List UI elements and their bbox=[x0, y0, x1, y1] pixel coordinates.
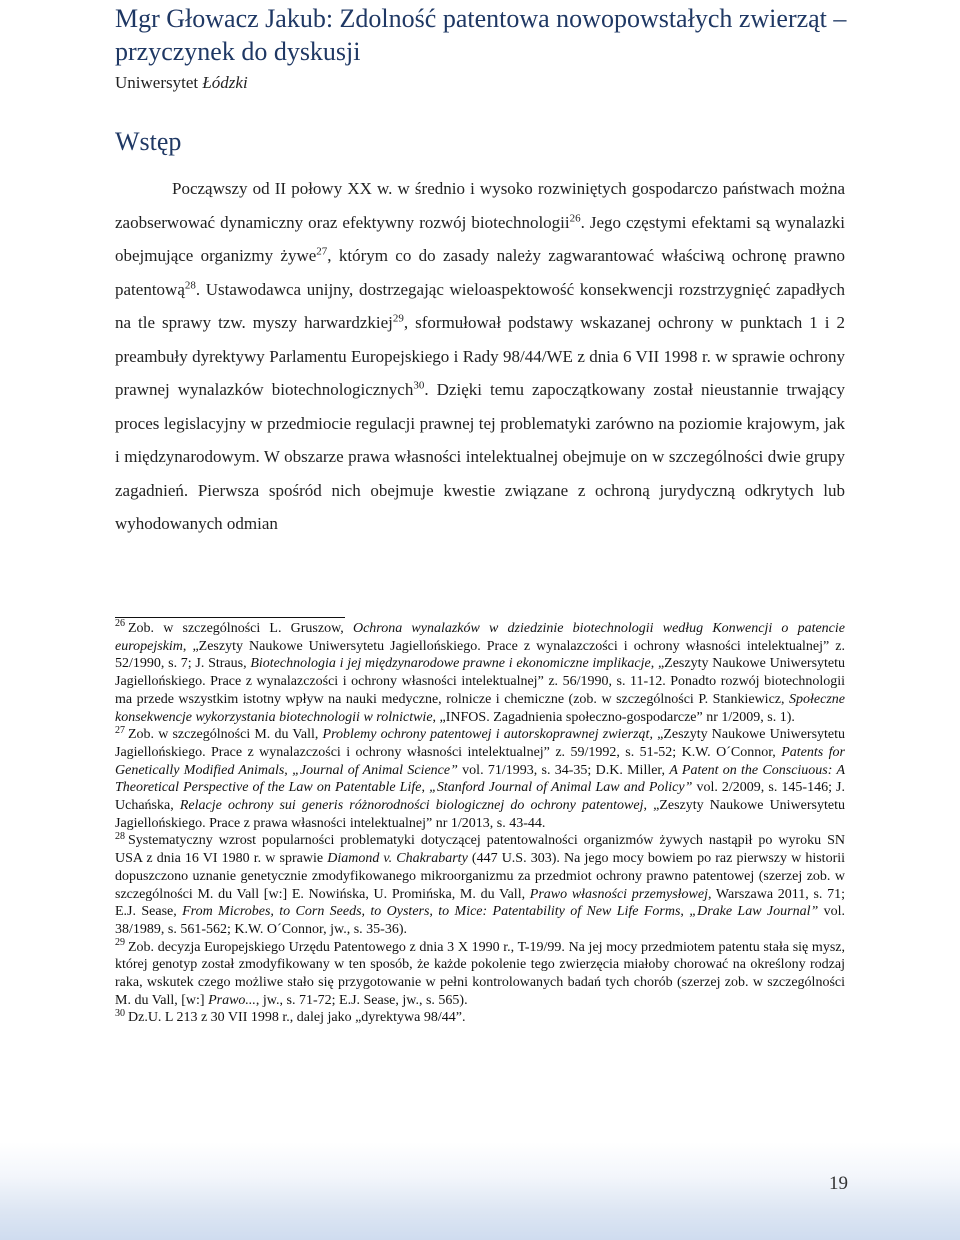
footnote-title: Relacje ochrony sui generis różnorodności biologicznej do ochrony patentowej bbox=[179, 798, 644, 814]
body-paragraph bbox=[115, 172, 845, 541]
footnote-title: Prawo... bbox=[208, 992, 256, 1008]
footnote-text: Systematyczny wzrost popularności problematyki dotyczącej patentowalności organizmów żywych nastąpił po wyroku SN USA z dnia 16 VI 1980 r. w sprawie bbox=[115, 833, 845, 867]
footnote-title: „Stanford Journal of Animal Law and Policy” bbox=[429, 780, 693, 796]
footnote-title: Biotechnologia i jej międzynarodowe prawne i ekonomiczne implikacje bbox=[250, 656, 651, 672]
footnote-ref-30[interactable]: 30 bbox=[413, 379, 425, 392]
footnote-text: , jw., s. 71-72; E.J. Sease, jw., s. 565). bbox=[255, 992, 468, 1008]
body-text-segment: . Ustawodawca unijny, dostrzegając wieloaspektowość konsekwencji rozstrzygnięć zapadłych na tle sprawy tzw. myszy harwardzkiej bbox=[115, 279, 845, 332]
affiliation-university: Uniwersytet bbox=[115, 73, 203, 92]
footnote-text: , bbox=[421, 780, 430, 796]
footnote-text: (447 U.S. 303). Na jego mocy bowiem po raz pierwszy w historii dopuszczono uznanie genetycznie zmodyfikowanego mikroorganizmu za przedmiot ochrony prawno patentowej (szerzej zob. w szczególności M. du Vall [w:] E. Nowińska, U. Promińska, M. du Vall, bbox=[115, 851, 846, 902]
page-title: Mgr Głowacz Jakub: Zdolność patentowa nowopowstałych zwierząt – przyczynek do dyskusji bbox=[115, 4, 847, 66]
footnote-number: 26 bbox=[115, 618, 125, 630]
footnote-text: Zob. w szczególności L. Gruszow, bbox=[128, 621, 353, 636]
footnote-separator bbox=[115, 617, 345, 618]
footnote-text: Zob. w szczególności M. du Vall, bbox=[128, 727, 323, 743]
page-number: 19 bbox=[829, 1173, 848, 1194]
footnote-title: Diamond v. Chakrabarty bbox=[327, 851, 468, 867]
body-text-segment: . Jego częstymi efektami są wynalazki obejmujące organizmy żywe bbox=[115, 212, 845, 265]
footnote-text: vol. 71/1993, s. 34-35; D.K. Miller, bbox=[457, 762, 670, 778]
footnote-text: vol. 2/2009, s. 145-146; J. Uchańska, bbox=[115, 780, 846, 814]
footnote-text: vol. 38/1989, s. 561-562; K.W. O´Connor, jw., s. 35-36). bbox=[115, 904, 846, 937]
footnote-ref-28[interactable]: 28 bbox=[184, 278, 196, 291]
footnotes-section bbox=[115, 620, 845, 1027]
footnote-text: , „Zeszyty Naukowe Uniwersytetu Jagiellońskiego. Prace z wynalazczości i ochrony własności intelektualnej” z. 59/1992, s. 51-52; K.W. O´Connor, bbox=[115, 727, 846, 760]
footnote-number: 27 bbox=[115, 724, 125, 736]
footnote-text: Dz.U. L 213 z 30 VII 1998 r., dalej jako „dyrektywa 98/44”. bbox=[128, 1010, 466, 1026]
body-text-segment: , sformułował podstawy wskazanej ochrony w punktach 1 i 2 preambuły dyrektywy Parlamentu Europejskiego i Rady 98/44/WE z dnia 6 VII 1998 r. w sprawie ochrony prawnej wynalazków biotechnologicznych bbox=[115, 313, 845, 399]
footnote-text: , Warszawa 2011, s. 71; E.J. Sease, bbox=[115, 886, 846, 920]
affiliation-city: Łódzki bbox=[202, 73, 248, 92]
footnote-title: A Patent on the Consciuous: A Theoretical Perspective of the Law on Patentable Life bbox=[115, 762, 846, 796]
footnote-26 bbox=[115, 620, 845, 726]
footnote-text: , bbox=[284, 762, 293, 778]
footnote-title: Patents for Genetically Modified Animals bbox=[115, 744, 845, 778]
footer-gradient-band bbox=[0, 1142, 960, 1240]
footnote-title: „Journal of Animal Science” bbox=[292, 762, 458, 778]
footnote-ref-26[interactable]: 26 bbox=[569, 211, 581, 224]
section-heading: Wstęp bbox=[115, 127, 182, 156]
body-text-segment: , którym co do zasady należy zagwarantować właściwą ochronę prawno patentową bbox=[115, 246, 845, 299]
footnote-ref-29[interactable]: 29 bbox=[392, 312, 404, 325]
footnote-number: 28 bbox=[115, 830, 125, 842]
footnote-title: From Microbes, to Corn Seeds, to Oysters, to Mice: Patentability of New Life Forms bbox=[182, 904, 681, 920]
author-affiliation bbox=[115, 72, 248, 94]
footnote-title: Ochrona wynalazków w dziedzinie biotechnologii według Konwencji o patencie europejskim bbox=[115, 621, 845, 654]
footnote-title: Prawo własności przemysłowej bbox=[529, 886, 708, 902]
footnote-ref-27[interactable]: 27 bbox=[316, 245, 328, 258]
footnote-title: Społeczne konsekwencje wykorzystania biotechnologii w rolnictwie bbox=[115, 691, 845, 725]
footnote-text: Zob. decyzja Europejskiego Urzędu Patentowego z dnia 3 X 1990 r., T-19/99. Na jej mocy przedmiotem patentu stała się mysz, której genotyp został zmodyfikowany w ten sposób, że każde pokolenie tego zwierzęcia miałoby chorować na określony rodzaj raka, wskutek czego możliwe stało się przygotowanie w pełni kontrolowanych badań tych chorób (szerzej zob. w szczególności M. du Vall, [w:] bbox=[115, 939, 845, 1008]
body-text-segment: . Dzięki temu zapoczątkowany został nieustannie trwający proces legislacyjny w przedmiocie regulacji prawnej tej problematyki zarówno na poziomie krajowym, jak i międzynarodowym. W obszarze prawa własności intelektualnej obejmuje on w szczególności dwie grupy zagadnień. Pierwsza spośród nich obejmuje kwestie związane z ochroną jurydyczną odkrytych lub wyhodowanych odmian bbox=[115, 380, 845, 533]
footnote-title: „Drake Law Journal” bbox=[689, 904, 819, 920]
footnote-29 bbox=[115, 939, 845, 1010]
body-text-segment: Począwszy od II połowy XX w. w średnio i wysoko rozwiniętych gospodarczo państwach można zaobserwować dynamiczny oraz efektywny rozwój biotechnologii bbox=[115, 179, 845, 232]
footnote-27 bbox=[115, 726, 845, 832]
footnote-text: , bbox=[680, 904, 690, 920]
footnote-30 bbox=[115, 1009, 845, 1027]
footnote-text: , „INFOS. Zagadnienia społeczno-gospodarcze” nr 1/2009, s. 1). bbox=[432, 709, 795, 725]
footnote-number: 30 bbox=[115, 1007, 125, 1019]
footnote-text: , „Zeszyty Naukowe Uniwersytetu Jagiellońskiego. Prace z wynalazczości i ochrony własności intelektualnej” z. 56/1990, s. 11-12. Ponadto rozwój biotechnologii ma przede wszystkim istotny wpływ na nauki medyczne, rolnicze i chemiczne (zob. w szczególności P. Stankiewicz, bbox=[115, 656, 846, 707]
footnote-title: Problemy ochrony patentowej i autorskoprawnej zwierząt bbox=[322, 727, 650, 743]
footnote-text: , „Zeszyty Naukowe Uniwersytetu Jagiellońskiego. Prace z wynalazczości i ochrony własności intelektualnej” z. 52/1990, s. 7; J. Straus, bbox=[115, 638, 845, 672]
footnote-28 bbox=[115, 832, 845, 938]
footnote-number: 29 bbox=[115, 937, 125, 948]
footnote-text: , „Zeszyty Naukowe Uniwersytetu Jagiellońskiego. Prace z prawa własności intelektualnej” nr 1/2013, s. 43-44. bbox=[115, 798, 846, 831]
